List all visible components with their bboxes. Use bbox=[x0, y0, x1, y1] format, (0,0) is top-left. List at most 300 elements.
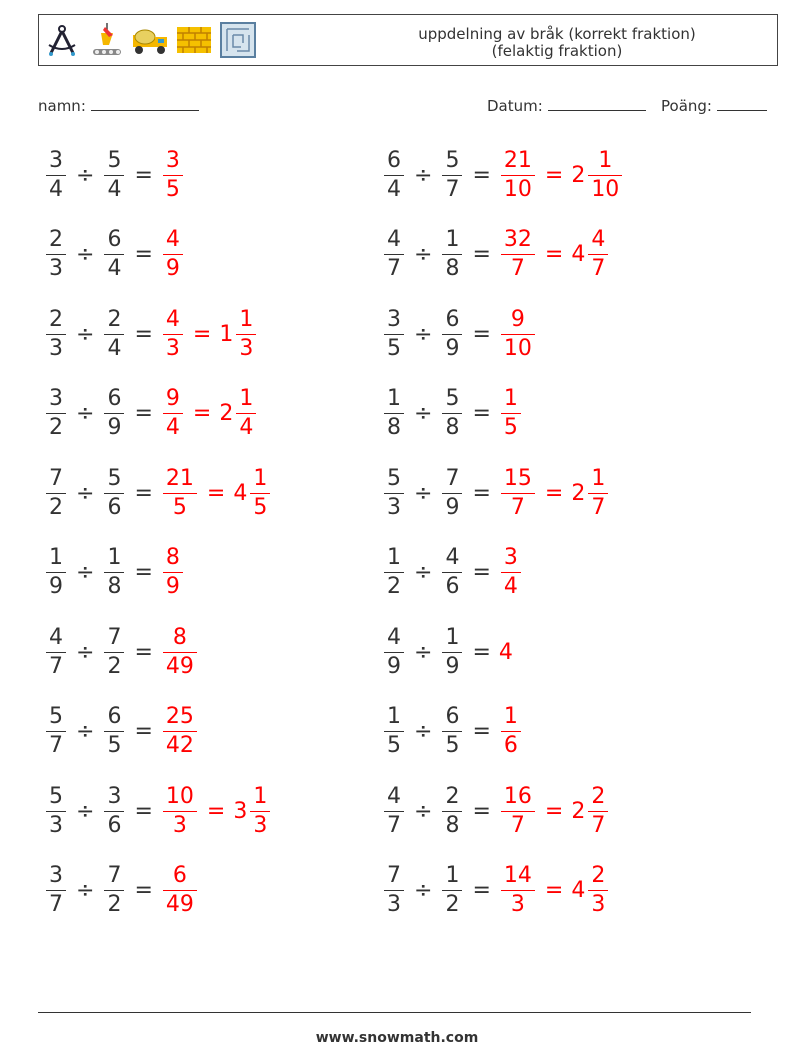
fraction-bar bbox=[442, 334, 462, 335]
denominator: 7 bbox=[591, 494, 606, 520]
fraction-bar bbox=[384, 811, 404, 812]
numerator: 5 bbox=[387, 465, 401, 491]
answer bbox=[161, 388, 258, 439]
denominator: 9 bbox=[445, 494, 460, 520]
answer-fraction bbox=[163, 465, 197, 520]
mixed-whole: 2 bbox=[571, 162, 586, 188]
fraction-bar bbox=[104, 652, 124, 653]
dividend-fraction bbox=[46, 706, 66, 757]
answer-equals-sign: = bbox=[206, 480, 226, 506]
problem-item bbox=[44, 538, 185, 608]
numerator: 32 bbox=[503, 227, 532, 252]
mixed-whole: 3 bbox=[233, 798, 248, 824]
date-underline[interactable] bbox=[548, 96, 646, 111]
answer-fraction bbox=[163, 624, 197, 679]
numerator: 8 bbox=[172, 624, 187, 650]
denominator: 7 bbox=[510, 494, 525, 520]
numerator: 21 bbox=[503, 147, 532, 173]
fraction-bar bbox=[588, 890, 608, 891]
answer-fraction bbox=[163, 147, 183, 202]
title-line-2: (felaktig fraktion) bbox=[491, 42, 623, 60]
equals-sign: = bbox=[134, 560, 153, 585]
problem-item bbox=[382, 776, 610, 846]
problem-item bbox=[382, 220, 610, 290]
fraction-bar bbox=[104, 334, 124, 335]
divisor-fraction bbox=[442, 147, 462, 202]
numerator: 15 bbox=[503, 465, 532, 491]
problem-item bbox=[44, 140, 185, 210]
divisor-fraction bbox=[442, 306, 462, 361]
denominator: 5 bbox=[107, 733, 122, 758]
denominator: 2 bbox=[387, 574, 401, 599]
fraction-bar bbox=[384, 890, 404, 891]
divide-sign: ÷ bbox=[76, 242, 95, 267]
fraction-bar bbox=[163, 731, 197, 732]
dividend-fraction bbox=[46, 465, 66, 520]
denominator: 2 bbox=[49, 415, 63, 440]
numerator: 2 bbox=[591, 783, 606, 809]
maze-icon bbox=[219, 21, 257, 59]
denominator: 4 bbox=[107, 256, 122, 281]
score-label: Poäng: bbox=[661, 97, 712, 115]
dividend-fraction bbox=[384, 229, 404, 280]
numerator: 4 bbox=[49, 624, 63, 650]
numerator: 7 bbox=[49, 465, 63, 491]
answer-fraction bbox=[501, 547, 521, 598]
fraction-bar bbox=[46, 493, 66, 494]
equals-sign: = bbox=[134, 162, 153, 188]
denominator: 9 bbox=[387, 653, 401, 679]
footer-site: www.snowmath.com bbox=[315, 1030, 479, 1046]
answer-equals-sign: = bbox=[544, 480, 564, 506]
mixed-whole: 2 bbox=[219, 401, 234, 426]
numerator: 1 bbox=[239, 386, 254, 411]
problem-item bbox=[44, 617, 199, 687]
answer bbox=[161, 865, 199, 916]
denominator: 9 bbox=[107, 415, 122, 440]
score-field[interactable] bbox=[661, 96, 767, 115]
dividend-fraction bbox=[384, 388, 404, 439]
fraction-bar bbox=[384, 254, 404, 255]
answer bbox=[161, 306, 258, 361]
equals-sign: = bbox=[134, 719, 153, 744]
dividend-fraction bbox=[384, 147, 404, 202]
denominator: 7 bbox=[510, 256, 525, 281]
date-field[interactable] bbox=[487, 96, 646, 115]
answer-fraction bbox=[163, 388, 183, 439]
answer bbox=[161, 147, 185, 202]
denominator: 5 bbox=[165, 176, 180, 202]
divide-sign: ÷ bbox=[414, 719, 433, 744]
numerator: 1 bbox=[49, 545, 63, 570]
numerator: 6 bbox=[445, 306, 460, 332]
denominator: 3 bbox=[239, 335, 254, 361]
fraction-bar bbox=[442, 572, 462, 573]
denominator: 3 bbox=[387, 892, 401, 917]
numerator: 5 bbox=[445, 147, 460, 173]
problem-item bbox=[382, 856, 610, 926]
numerator: 5 bbox=[445, 386, 460, 411]
answer bbox=[499, 706, 523, 757]
answer-fraction bbox=[163, 706, 197, 757]
fraction-bar bbox=[384, 175, 404, 176]
problem-item bbox=[44, 299, 258, 369]
equals-sign: = bbox=[472, 401, 491, 426]
answer-equals-sign: = bbox=[192, 321, 212, 347]
worksheet-title bbox=[377, 26, 737, 60]
numerator: 4 bbox=[591, 227, 606, 252]
answer bbox=[161, 783, 272, 838]
denominator: 7 bbox=[49, 653, 63, 679]
numerator: 7 bbox=[107, 624, 122, 650]
problem-item bbox=[44, 458, 272, 528]
footer-divider bbox=[38, 1012, 751, 1013]
numerator: 5 bbox=[107, 465, 122, 491]
denominator: 8 bbox=[387, 415, 401, 440]
problem-item bbox=[382, 538, 523, 608]
numerator: 4 bbox=[165, 306, 180, 332]
denominator: 8 bbox=[107, 574, 122, 599]
answer bbox=[161, 624, 199, 679]
denominator: 3 bbox=[510, 892, 525, 917]
divide-sign: ÷ bbox=[414, 560, 433, 585]
numerator: 6 bbox=[107, 227, 122, 252]
numerator: 3 bbox=[49, 386, 63, 411]
answer-fraction bbox=[501, 783, 535, 838]
divide-sign: ÷ bbox=[76, 480, 95, 506]
numerator: 4 bbox=[445, 545, 460, 570]
numerator: 1 bbox=[107, 545, 122, 570]
equals-sign: = bbox=[134, 401, 153, 426]
fraction-bar bbox=[501, 334, 535, 335]
denominator: 7 bbox=[445, 176, 460, 202]
answer-fraction bbox=[163, 306, 183, 361]
numerator: 2 bbox=[49, 306, 63, 332]
fraction-bar bbox=[250, 811, 270, 812]
numerator: 25 bbox=[165, 704, 194, 729]
denominator: 49 bbox=[165, 892, 194, 917]
numerator: 1 bbox=[598, 147, 613, 173]
divide-sign: ÷ bbox=[76, 321, 95, 347]
answer-fraction bbox=[501, 388, 521, 439]
numerator: 1 bbox=[503, 704, 518, 729]
denominator: 7 bbox=[387, 256, 401, 281]
mixed-fraction bbox=[588, 229, 608, 280]
denominator: 3 bbox=[387, 494, 401, 520]
equals-sign: = bbox=[472, 719, 491, 744]
denominator: 4 bbox=[165, 415, 180, 440]
divisor-fraction bbox=[104, 865, 124, 916]
answer bbox=[499, 640, 514, 665]
answer-whole: 4 bbox=[498, 639, 513, 665]
answer bbox=[499, 388, 523, 439]
fraction-bar bbox=[588, 175, 622, 176]
denominator: 49 bbox=[165, 653, 194, 679]
problem-item bbox=[382, 379, 523, 449]
denominator: 4 bbox=[107, 176, 122, 202]
equals-sign: = bbox=[472, 639, 491, 665]
divisor-fraction bbox=[442, 388, 462, 439]
equals-sign: = bbox=[472, 242, 491, 267]
equals-sign: = bbox=[472, 321, 491, 347]
answer-fraction bbox=[501, 229, 535, 280]
numerator: 4 bbox=[387, 624, 401, 650]
mixed-fraction bbox=[588, 465, 608, 520]
denominator: 9 bbox=[445, 653, 460, 679]
denominator: 8 bbox=[445, 256, 460, 281]
fraction-bar bbox=[236, 334, 256, 335]
numerator: 4 bbox=[165, 227, 180, 252]
mixed-fraction bbox=[250, 783, 270, 838]
fraction-bar bbox=[104, 413, 124, 414]
equals-sign: = bbox=[472, 162, 491, 188]
numerator: 16 bbox=[503, 783, 532, 809]
denominator: 3 bbox=[49, 256, 63, 281]
fraction-bar bbox=[163, 811, 197, 812]
denominator: 7 bbox=[387, 812, 401, 838]
numerator: 3 bbox=[107, 783, 122, 809]
divisor-fraction bbox=[104, 147, 124, 202]
problem-item bbox=[382, 299, 537, 369]
answer-equals-sign: = bbox=[206, 798, 226, 824]
mixed-whole: 1 bbox=[219, 321, 234, 347]
mixed-fraction bbox=[588, 865, 608, 916]
answer-equals-sign: = bbox=[192, 401, 212, 426]
numerator: 9 bbox=[510, 306, 525, 332]
mixed-fraction bbox=[250, 465, 270, 520]
dividend-fraction bbox=[384, 306, 404, 361]
name-underline[interactable] bbox=[91, 96, 199, 111]
divisor-fraction bbox=[104, 547, 124, 598]
fraction-bar bbox=[163, 413, 183, 414]
numerator: 1 bbox=[445, 624, 460, 650]
denominator: 2 bbox=[107, 653, 122, 679]
divide-sign: ÷ bbox=[76, 639, 95, 665]
divisor-fraction bbox=[104, 465, 124, 520]
dividend-fraction bbox=[46, 229, 66, 280]
answer-fraction bbox=[501, 706, 521, 757]
divide-sign: ÷ bbox=[414, 321, 433, 347]
answer-fraction bbox=[163, 229, 183, 280]
numerator: 3 bbox=[503, 545, 518, 570]
answer bbox=[499, 465, 610, 520]
numerator: 7 bbox=[387, 863, 401, 888]
numerator: 4 bbox=[387, 227, 401, 252]
equals-sign: = bbox=[134, 798, 153, 824]
numerator: 1 bbox=[503, 386, 518, 411]
problem-item bbox=[44, 697, 199, 767]
dividend-fraction bbox=[384, 706, 404, 757]
numerator: 1 bbox=[253, 465, 268, 491]
mixed-fraction bbox=[236, 388, 256, 439]
numerator: 1 bbox=[387, 704, 401, 729]
dividend-fraction bbox=[384, 624, 404, 679]
numerator: 6 bbox=[445, 704, 460, 729]
problem-item bbox=[382, 458, 610, 528]
divide-sign: ÷ bbox=[76, 878, 95, 903]
numerator: 2 bbox=[107, 306, 122, 332]
denominator: 6 bbox=[107, 494, 122, 520]
fraction-bar bbox=[46, 890, 66, 891]
fraction-bar bbox=[384, 572, 404, 573]
denominator: 9 bbox=[49, 574, 63, 599]
numerator: 7 bbox=[107, 863, 122, 888]
numerator: 1 bbox=[253, 783, 268, 809]
fraction-bar bbox=[163, 175, 183, 176]
answer-equals-sign: = bbox=[544, 242, 564, 267]
numerator: 6 bbox=[107, 386, 122, 411]
fraction-bar bbox=[442, 652, 462, 653]
fraction-bar bbox=[384, 413, 404, 414]
fraction-bar bbox=[163, 890, 197, 891]
denominator: 6 bbox=[503, 733, 518, 758]
crane-icon bbox=[87, 21, 125, 59]
answer bbox=[499, 147, 624, 202]
denominator: 9 bbox=[445, 335, 460, 361]
problem-item bbox=[382, 697, 523, 767]
divisor-fraction bbox=[442, 706, 462, 757]
answer-equals-sign: = bbox=[544, 878, 564, 903]
fraction-bar bbox=[163, 493, 197, 494]
fraction-bar bbox=[588, 254, 608, 255]
fraction-bar bbox=[104, 890, 124, 891]
fraction-bar bbox=[384, 652, 404, 653]
numerator: 1 bbox=[591, 465, 606, 491]
dividend-fraction bbox=[384, 547, 404, 598]
name-field[interactable] bbox=[38, 96, 199, 115]
answer-equals-sign: = bbox=[544, 162, 564, 188]
denominator: 7 bbox=[49, 892, 63, 917]
numerator: 1 bbox=[445, 863, 460, 888]
fraction-bar bbox=[501, 175, 535, 176]
fraction-bar bbox=[163, 572, 183, 573]
numerator: 5 bbox=[107, 147, 122, 173]
fraction-bar bbox=[588, 493, 608, 494]
numerator: 3 bbox=[387, 306, 401, 332]
denominator: 5 bbox=[387, 733, 401, 758]
divisor-fraction bbox=[104, 706, 124, 757]
problem-item bbox=[44, 379, 258, 449]
worksheet-header bbox=[38, 14, 778, 66]
divisor-fraction bbox=[104, 388, 124, 439]
fraction-bar bbox=[442, 413, 462, 414]
answer bbox=[161, 465, 272, 520]
answer bbox=[161, 547, 185, 598]
name-label: namn: bbox=[38, 97, 86, 115]
numerator: 6 bbox=[387, 147, 401, 173]
numerator: 8 bbox=[165, 545, 180, 570]
divide-sign: ÷ bbox=[414, 639, 433, 665]
numerator: 5 bbox=[49, 783, 63, 809]
denominator: 3 bbox=[49, 812, 63, 838]
answer-fraction bbox=[163, 865, 197, 916]
divide-sign: ÷ bbox=[414, 242, 433, 267]
fraction-bar bbox=[46, 652, 66, 653]
denominator: 4 bbox=[503, 574, 518, 599]
problem-item bbox=[44, 856, 199, 926]
denominator: 5 bbox=[253, 494, 268, 520]
divide-sign: ÷ bbox=[76, 798, 95, 824]
answer-fraction bbox=[163, 547, 183, 598]
mixed-whole: 4 bbox=[571, 878, 586, 903]
equals-sign: = bbox=[134, 639, 153, 665]
answer-equals-sign: = bbox=[544, 798, 564, 824]
problem-item bbox=[44, 776, 272, 846]
denominator: 2 bbox=[445, 892, 460, 917]
fraction-bar bbox=[46, 731, 66, 732]
equals-sign: = bbox=[472, 798, 491, 824]
dividend-fraction bbox=[46, 388, 66, 439]
dividend-fraction bbox=[46, 783, 66, 838]
fraction-bar bbox=[384, 493, 404, 494]
fraction-bar bbox=[442, 254, 462, 255]
denominator: 5 bbox=[503, 415, 518, 440]
divisor-fraction bbox=[104, 229, 124, 280]
answer bbox=[499, 229, 610, 280]
mixed-whole: 4 bbox=[571, 242, 586, 267]
denominator: 5 bbox=[445, 733, 460, 758]
fraction-bar bbox=[46, 254, 66, 255]
equals-sign: = bbox=[134, 480, 153, 506]
answer-fraction bbox=[501, 306, 535, 361]
fraction-bar bbox=[46, 413, 66, 414]
divide-sign: ÷ bbox=[414, 798, 433, 824]
dividend-fraction bbox=[46, 865, 66, 916]
answer bbox=[161, 706, 199, 757]
fraction-bar bbox=[104, 254, 124, 255]
mixed-fraction bbox=[588, 783, 608, 838]
fraction-bar bbox=[384, 731, 404, 732]
dividend-fraction bbox=[46, 547, 66, 598]
fraction-bar bbox=[501, 254, 535, 255]
fraction-bar bbox=[501, 890, 535, 891]
numerator: 14 bbox=[503, 863, 532, 888]
fraction-bar bbox=[501, 493, 535, 494]
divide-sign: ÷ bbox=[414, 401, 433, 426]
divide-sign: ÷ bbox=[76, 162, 95, 188]
denominator: 10 bbox=[503, 335, 532, 361]
numerator: 1 bbox=[239, 306, 254, 332]
answer bbox=[161, 229, 185, 280]
denominator: 9 bbox=[165, 574, 180, 599]
fraction-bar bbox=[46, 811, 66, 812]
denominator: 2 bbox=[49, 494, 63, 520]
denominator: 9 bbox=[165, 256, 180, 281]
fraction-bar bbox=[442, 175, 462, 176]
denominator: 8 bbox=[445, 812, 460, 838]
equals-sign: = bbox=[134, 878, 153, 903]
answer bbox=[499, 783, 610, 838]
denominator: 6 bbox=[445, 574, 460, 599]
denominator: 7 bbox=[510, 812, 525, 838]
denominator: 3 bbox=[253, 812, 268, 838]
title-line-1: uppdelning av bråk (korrekt fraktion) bbox=[418, 25, 696, 43]
divisor-fraction bbox=[104, 306, 124, 361]
score-underline[interactable] bbox=[717, 96, 767, 111]
fraction-bar bbox=[501, 811, 535, 812]
denominator: 42 bbox=[165, 733, 194, 758]
fraction-bar bbox=[163, 334, 183, 335]
answer-fraction bbox=[163, 783, 197, 838]
fraction-bar bbox=[588, 811, 608, 812]
denominator: 5 bbox=[172, 494, 187, 520]
divisor-fraction bbox=[104, 624, 124, 679]
denominator: 4 bbox=[49, 176, 63, 202]
fraction-bar bbox=[442, 731, 462, 732]
answer-fraction bbox=[501, 465, 535, 520]
equals-sign: = bbox=[134, 321, 153, 347]
dividend-fraction bbox=[46, 147, 66, 202]
